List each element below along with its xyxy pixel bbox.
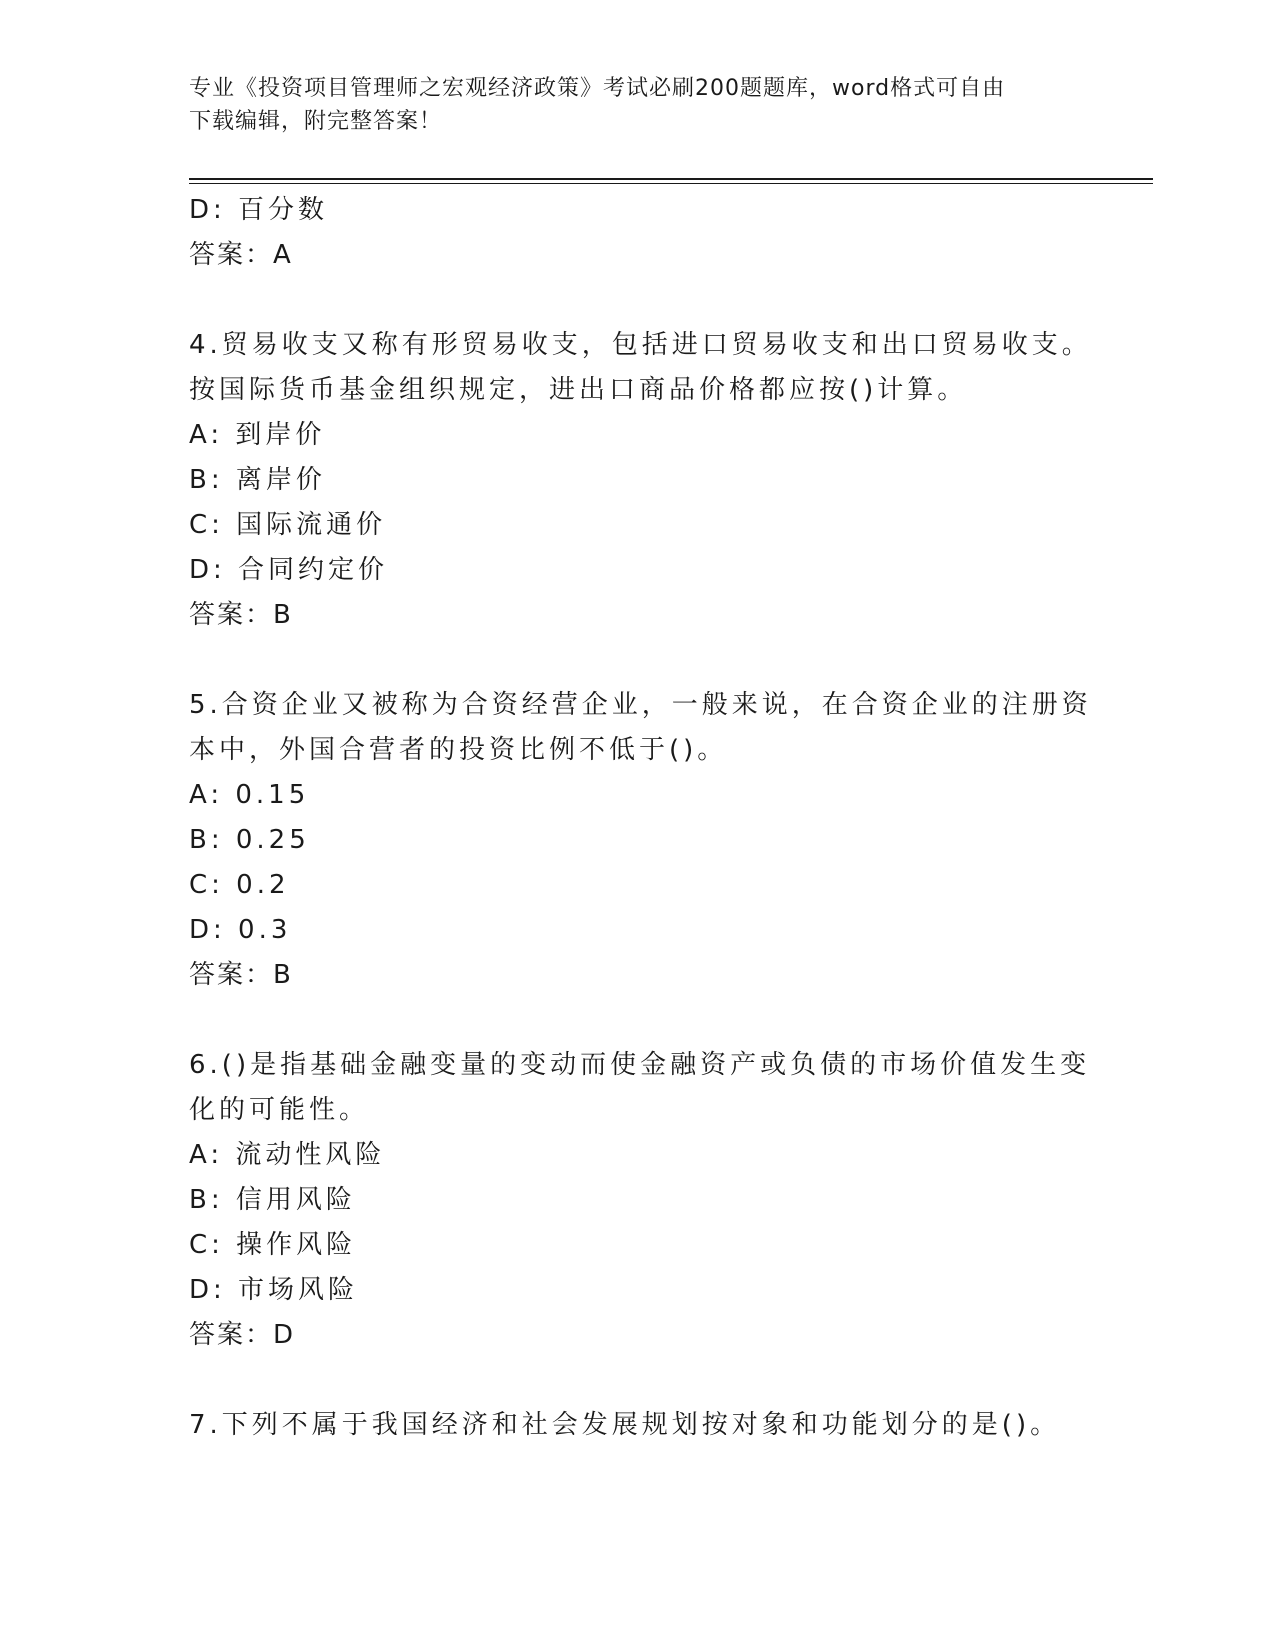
q4-option-c: C: 国际流通价	[189, 510, 387, 540]
header-rule-thin	[189, 183, 1153, 184]
q4-option-b: B: 离岸价	[189, 465, 326, 495]
q6-stem-line-2: 化的可能性。	[189, 1095, 370, 1125]
q5-option-d: D: 0.3	[189, 915, 292, 945]
q5-stem-line-1: 5.合资企业又被称为合资经营企业，一般来说，在合资企业的注册资	[189, 690, 1092, 720]
q5-option-c: C: 0.2	[189, 870, 290, 900]
q4-answer: 答案：B	[189, 600, 293, 630]
document-header	[189, 72, 1089, 138]
q4-stem-line-2: 按国际货币基金组织规定，进出口商品价格都应按()计算。	[189, 375, 968, 405]
q5-answer: 答案：B	[189, 960, 293, 990]
header-line-1: 专业《投资项目管理师之宏观经济政策》考试必刷200题题库，word格式可自由	[189, 76, 1006, 101]
q7-stem-line-1: 7.下列不属于我国经济和社会发展规划按对象和功能划分的是()。	[189, 1410, 1061, 1440]
q6-option-a: A: 流动性风险	[189, 1140, 386, 1170]
q4-stem-line-1: 4.贸易收支又称有形贸易收支，包括进口贸易收支和出口贸易收支。	[189, 330, 1092, 360]
q4-option-d: D: 合同约定价	[189, 555, 389, 585]
q4-option-a: A: 到岸价	[189, 420, 326, 450]
q6-answer: 答案：D	[189, 1320, 296, 1350]
q3-option-d: D: 百分数	[189, 195, 329, 225]
q5-option-a: A: 0.15	[189, 780, 310, 810]
header-line-2: 下载编辑，附完整答案！	[189, 109, 443, 134]
header-rule-thick	[189, 178, 1153, 180]
q6-option-c: C: 操作风险	[189, 1230, 357, 1260]
q6-option-b: B: 信用风险	[189, 1185, 356, 1215]
q5-option-b: B: 0.25	[189, 825, 310, 855]
q6-stem-line-1: 6.()是指基础金融变量的变动而使金融资产或负债的市场价值发生变	[189, 1050, 1091, 1080]
q5-stem-line-2: 本中，外国合营者的投资比例不低于()。	[189, 735, 728, 765]
q3-answer: 答案：A	[189, 240, 293, 270]
q6-option-d: D: 市场风险	[189, 1275, 359, 1305]
